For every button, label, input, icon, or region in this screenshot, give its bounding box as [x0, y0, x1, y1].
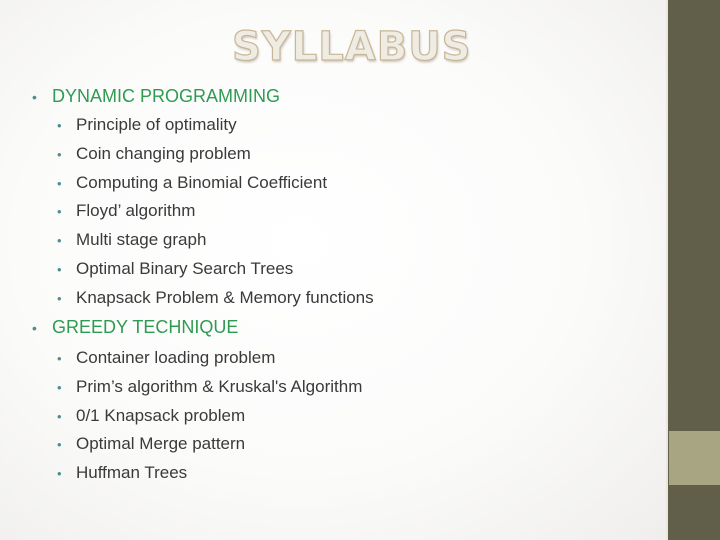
list-item-text: Principle of optimality: [76, 115, 237, 134]
slide-title: SYLLABUS: [232, 24, 472, 70]
list-item: [57, 344, 362, 373]
list-item: [57, 140, 374, 169]
side-accent-block: [669, 431, 720, 485]
section-heading-text: GREEDY TECHNIQUE: [52, 317, 239, 337]
bullet: •: [57, 466, 62, 482]
dynamic-programming-list: [57, 111, 374, 313]
bullet: •: [57, 175, 62, 191]
bullet: •: [57, 233, 62, 249]
list-item-text: Floyd’ algorithm: [76, 201, 196, 221]
list-item-text: Container loading problem: [76, 348, 276, 367]
list-item: [57, 255, 374, 284]
list-item-text: Prim’s algorithm & Kruskal's Algorithm: [76, 376, 363, 396]
bullet: •: [57, 261, 62, 277]
bullet: •: [57, 437, 62, 453]
list-item: [57, 226, 374, 255]
bullet: •: [32, 89, 37, 105]
list-item-text: Optimal Merge pattern: [76, 434, 246, 454]
section-heading-text: DYNAMIC PROGRAMMING: [52, 86, 281, 106]
list-item: [57, 373, 362, 402]
bullet: •: [57, 146, 62, 162]
section-heading-dynamic-programming: [32, 85, 280, 108]
bullet: •: [57, 408, 62, 424]
list-item: [57, 169, 374, 198]
bullet: •: [57, 204, 62, 220]
bullet: •: [57, 290, 62, 306]
list-item-text: Coin changing problem: [76, 143, 251, 163]
bullet: •: [57, 351, 62, 366]
list-item: [57, 111, 374, 140]
list-item-text: Knapsack Problem & Memory functions: [76, 287, 374, 307]
list-item: [57, 402, 362, 431]
list-item: [57, 430, 362, 459]
list-item-text: Computing a Binomial Coefficient: [76, 172, 328, 192]
list-item: [57, 284, 374, 313]
list-item: [57, 459, 362, 488]
section-heading-greedy-technique: [32, 316, 238, 339]
bullet: •: [32, 320, 37, 336]
side-divider: [666, 0, 668, 540]
list-item-text: Optimal Binary Search Trees: [76, 258, 294, 278]
list-item: [57, 197, 374, 226]
list-item-text: Multi stage graph: [76, 230, 207, 250]
greedy-technique-list: [57, 344, 362, 488]
list-item-text: Huffman Trees: [76, 463, 188, 483]
bullet: •: [57, 118, 62, 133]
bullet: •: [57, 379, 62, 395]
list-item-text: 0/1 Knapsack problem: [76, 405, 246, 425]
